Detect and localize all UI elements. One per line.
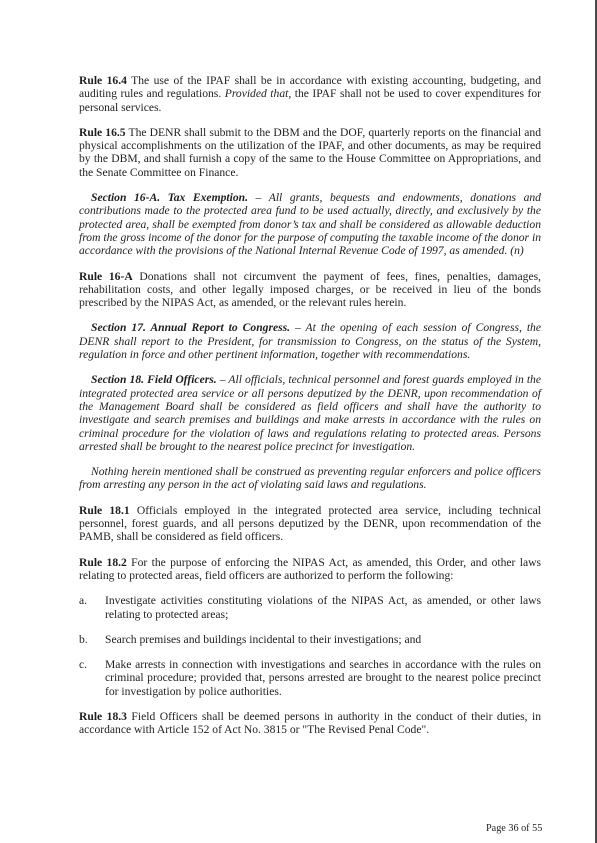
section-label: Section 18. Field Officers. [91, 373, 217, 387]
authority-list [79, 594, 541, 698]
section-16a [79, 191, 541, 257]
rule-label: Rule 16-A [79, 269, 133, 283]
rule-text: The DENR shall submit to the DBM and the DOF, quarterly reports on the financial and physical accomplishments on the utilization of the IPAF, and other documents, as may be required by the DBM, and shall furnish a copy of the same to the House Committee on Appropriations, and the Senate Committee on Finance. [79, 125, 541, 179]
rule-text: Field Officers shall be deemed persons in authority in the conduct of their duties, in accordance with Article 152 of Act No. 3815 or "The Revised Penal Code". [79, 709, 542, 737]
list-marker: a. [79, 594, 88, 608]
rule-16-4 [79, 74, 541, 114]
rule-16-5 [79, 126, 541, 179]
section-label: Section 17. Annual Report to Congress. [91, 321, 291, 335]
list-item [79, 658, 541, 698]
document-body [79, 74, 541, 749]
rule-18-3 [79, 710, 541, 737]
section-text: – At the opening of each session of Congress, the DENR shall report to the President, for transmission to Congress, on the status of the System, regulation in force and other pertinent information, together with recommendations. [79, 321, 542, 362]
page-number: Page 36 of 55 [486, 823, 543, 834]
rule-label: Rule 16.5 [79, 125, 126, 139]
section-text: – All officials, technical personnel and forest guards employed in the integrated protected area service or all persons deputized by the DENR, upon recommendation of the Management Board shall be considered as field officers and shall have the authority to investigate and search premises and buildings and make arrests in accordance with the rules on criminal procedure for the violation of laws and regulations relating to protected areas. Persons arrested shall be brought to the nearest police precinct for investigation. [79, 373, 541, 453]
section-18-paragraph [79, 465, 541, 492]
section-18 [79, 373, 541, 453]
rule-label: Rule 18.3 [79, 709, 127, 723]
list-text: Search premises and buildings incidental to their investigations; and [105, 632, 422, 646]
list-text: Make arrests in connection with investigations and searches in accordance with the rules on criminal procedure; provided that, persons arrested are brought to the nearest police precinct for investigation by police authorities. [105, 658, 541, 698]
rule-16a [79, 270, 541, 310]
section-17 [79, 321, 541, 361]
rule-text: Donations shall not circumvent the payment of fees, fines, penalties, damages, rehabilitation costs, and other legally imposed charges, or be received in lieu of the bonds prescribed by the NIPAS Act, as amended, or the relevant rules herein. [79, 269, 542, 310]
rule-text: For the purpose of enforcing the NIPAS Act, as amended, this Order, and other laws relating to protected areas, field officers are authorized to perform the following: [79, 555, 542, 582]
list-item [79, 633, 541, 646]
rule-label: Rule 18.2 [79, 555, 127, 569]
rule-text-rest: the IPAF shall not be used to cover expenditures for personal services. [79, 87, 542, 114]
list-item [79, 594, 541, 621]
list-marker: b. [79, 632, 88, 646]
rule-text: Officials employed in the integrated protected area service, including technical personnel, forest guards, and all persons deputized by the DENR, upon recommendation of the PAMB, shall be considered as field officers. [79, 503, 542, 544]
proviso: Provided that, [224, 87, 292, 101]
rule-label: Rule 18.1 [79, 503, 130, 517]
section-label: Section 16-A. Tax Exemption. [91, 191, 248, 205]
list-marker: c. [79, 658, 88, 672]
rule-18-2 [79, 556, 541, 583]
rule-label: Rule 16.4 [79, 74, 127, 87]
section-text: Nothing herein mentioned shall be construed as preventing regular enforcers and police officers from arresting any person in the act of violating said laws and regulations. [79, 465, 541, 492]
list-text: Investigate activities constituting violations of the NIPAS Act, as amended, or other laws relating to protected areas; [105, 594, 541, 621]
section-text: – All grants, bequests and endowments, donations and contributions made to the protected area fund to be used actually, directly, and exclusively by the protected area, shall be exempted from donor’s tax and shall be considered as allowable deduction from the gross income of the donor for the purpose of computing the taxable income of the donor in accordance with the provisions of the National Internal Revenue Code of 1997, as amended. (n) [79, 191, 541, 258]
rule-18-1 [79, 504, 541, 544]
rule-text: The use of the IPAF shall be in accordance with existing accounting, budgeting, and auditing rules and regulations. [79, 74, 542, 101]
